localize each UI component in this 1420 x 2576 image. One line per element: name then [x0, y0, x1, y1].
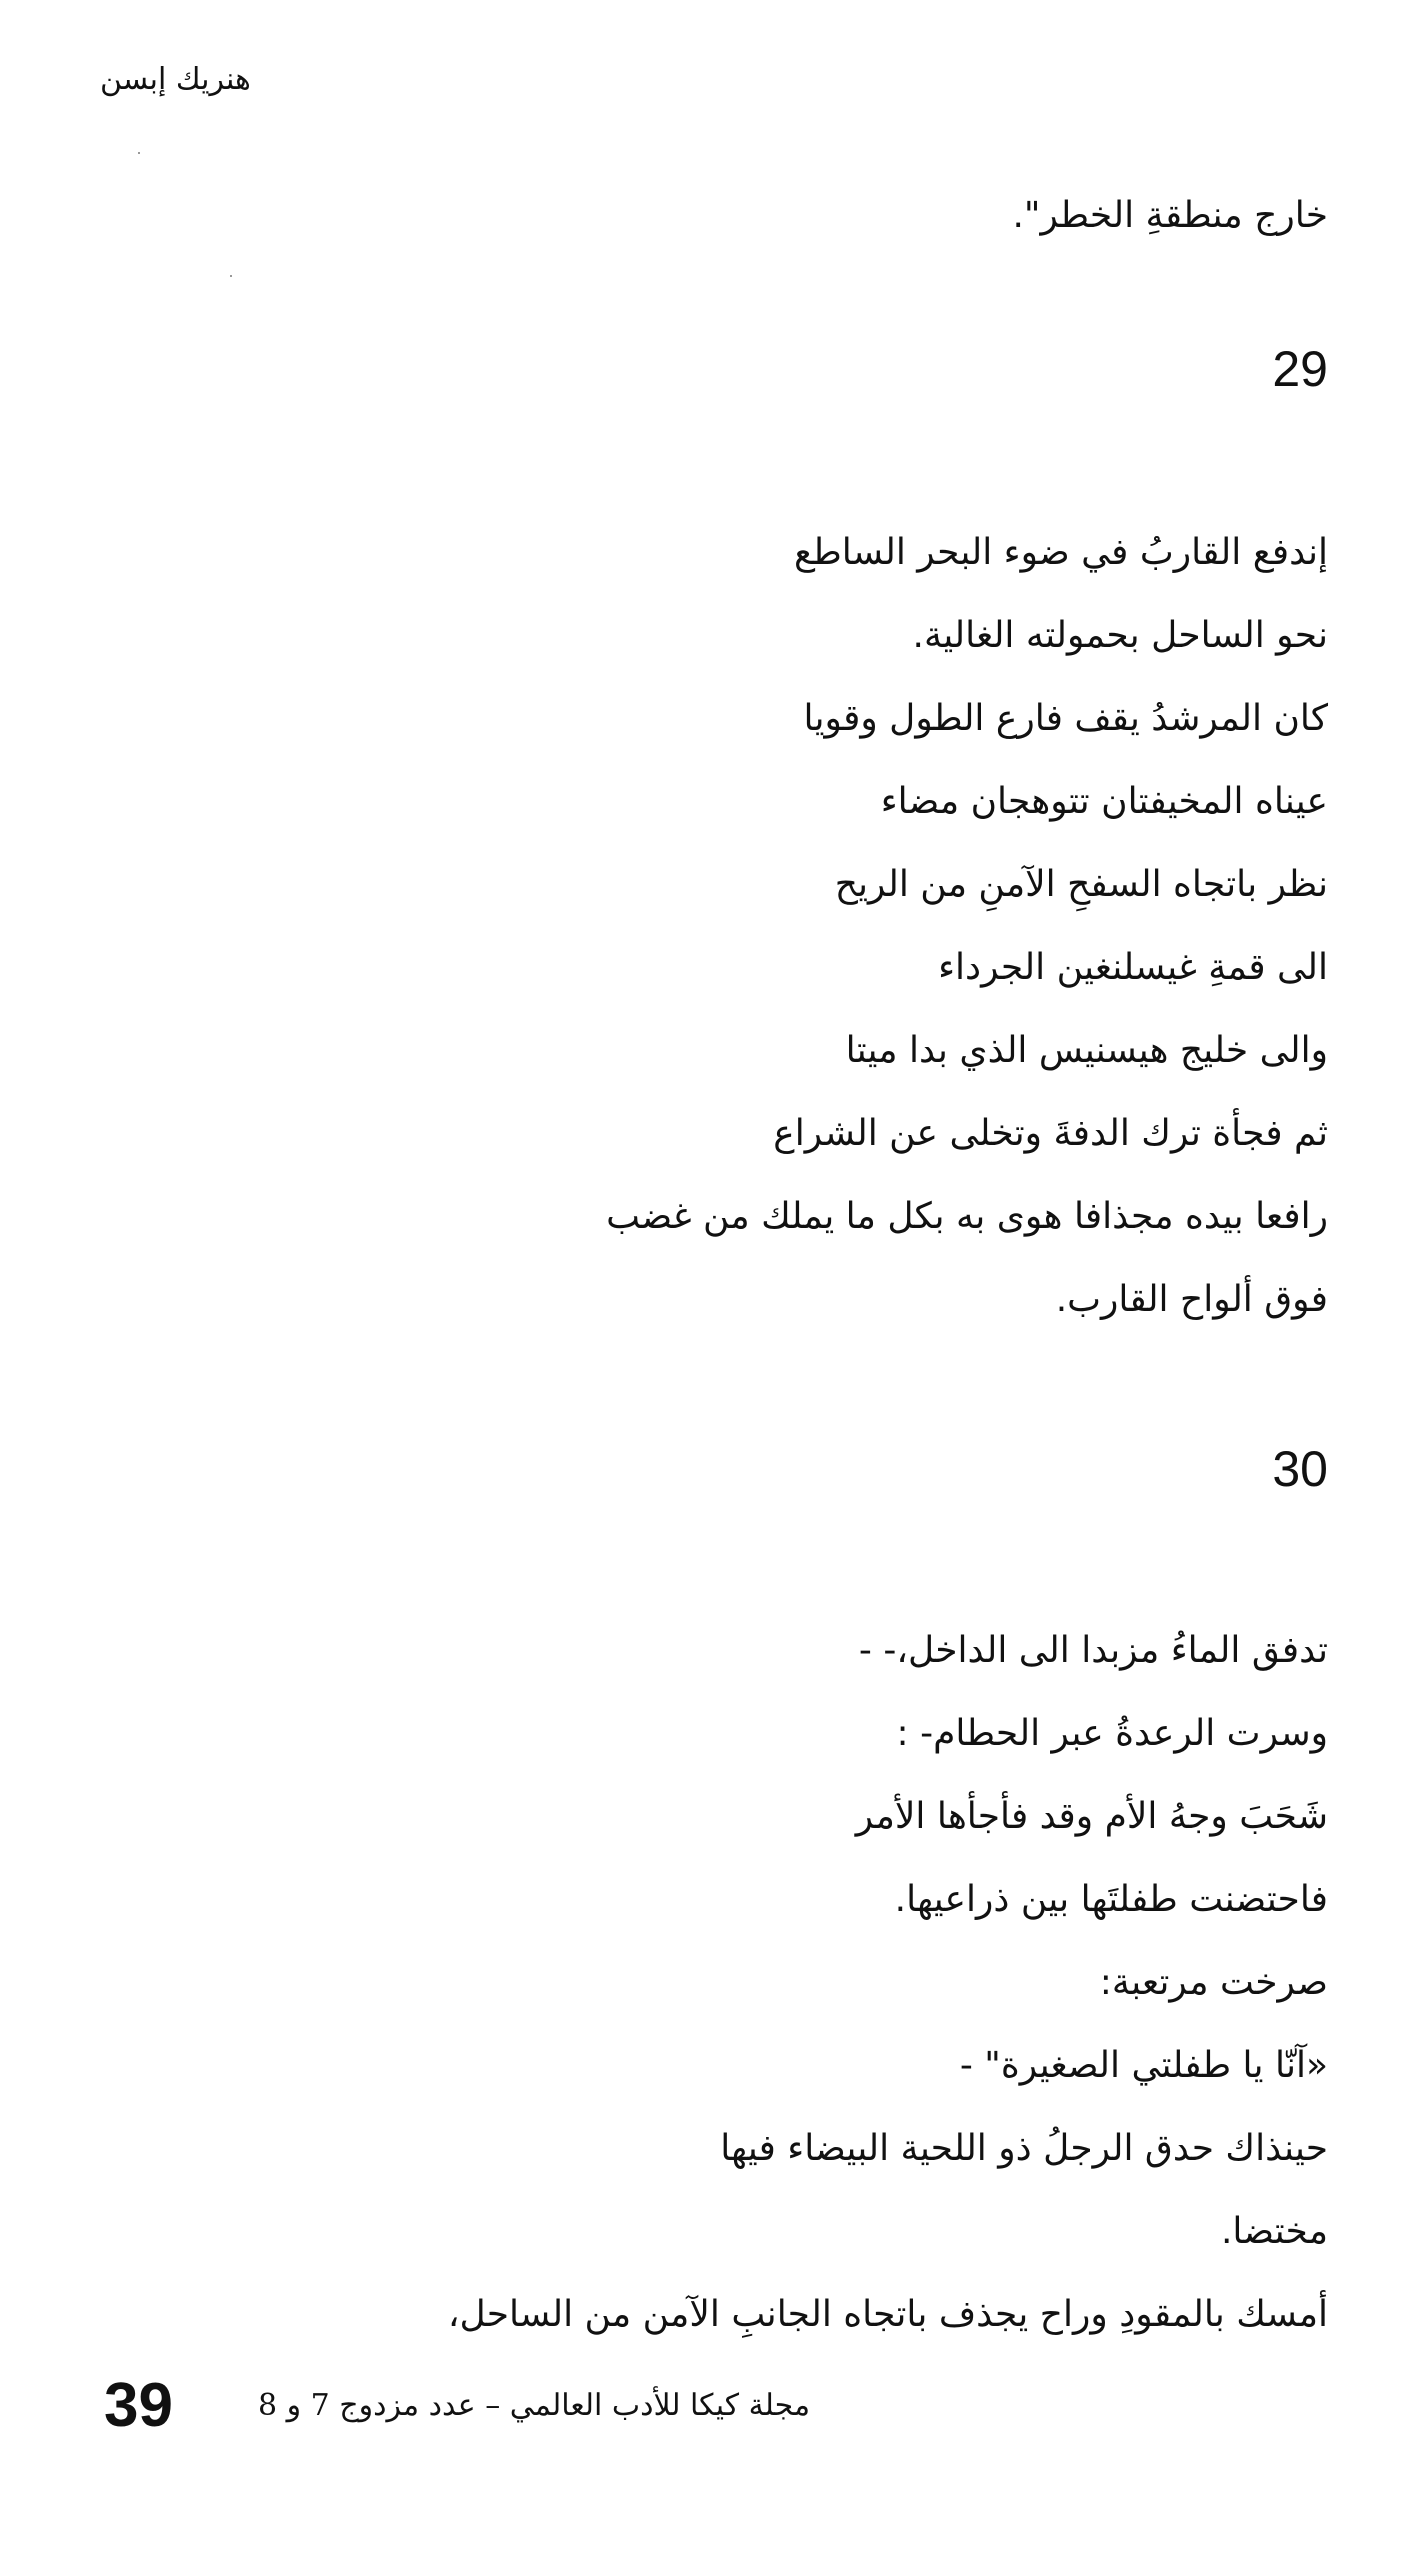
- poem-line: فوق ألواح القارب.: [1055, 1279, 1328, 1320]
- poem-line: نحو الساحل بحمولته الغالية.: [912, 615, 1328, 656]
- journal-footer: مجلة كيكا للأدب العالمي – عدد مزدوج 7 و 8: [258, 2388, 811, 2423]
- stanza-30: [448, 1609, 1328, 2356]
- poem-line: صرخت مرتعبة:: [1099, 1962, 1328, 2003]
- poem-line: شَحَبَ وجهُ الأم وقد فأجأها الأمر: [855, 1796, 1328, 1837]
- poem-line: نظر باتجاه السفحِ الآمنِ من الريح: [834, 864, 1328, 905]
- poem-line: رافعا بيده مجذافا هوى به بكل ما يملك من غضب: [606, 1196, 1328, 1237]
- poem-line: كان المرشدُ يقف فارع الطول وقويا: [803, 698, 1328, 739]
- poem-line: حينذاك حدق الرجلُ ذو اللحية البيضاء فيها: [720, 2128, 1328, 2169]
- section-number-30: 30: [1272, 1441, 1328, 1497]
- stanza-29: [606, 511, 1328, 1341]
- intro-stanza: [1012, 174, 1328, 257]
- poem-line: أمسك بالمقودِ وراح يجذف باتجاه الجانبِ الآمن من الساحل،: [447, 2294, 1328, 2335]
- poem-line: الى قمةِ غيسلنغين الجرداء: [938, 947, 1328, 988]
- poem-line: فاحتضنت طفلتَها بين ذراعيها.: [894, 1879, 1328, 1920]
- poem-line: عيناه المخيفتان تتوهجان مضاء: [880, 781, 1328, 822]
- poem-line: تدفق الماءُ مزبدا الى الداخل،- -: [858, 1630, 1328, 1671]
- poem-line: خارج منطقةِ الخطر".: [1012, 195, 1328, 236]
- page-number: 39: [104, 2371, 173, 2440]
- section-number-29: 29: [1272, 341, 1328, 397]
- poem-line: والى خليج هيسنيس الذي بدا ميتا: [845, 1030, 1328, 1071]
- poem-line: «آنّا يا طفلتي الصغيرة" -: [959, 2045, 1328, 2086]
- scan-speck: [230, 275, 232, 277]
- running-head-author: هنريك إبسن: [100, 62, 251, 97]
- poem-line: إندفع القاربُ في ضوء البحر الساطع: [793, 532, 1328, 573]
- poem-line: ثم فجأة ترك الدفةَ وتخلى عن الشراع: [773, 1113, 1328, 1154]
- poem-line: مختضا.: [1220, 2211, 1328, 2252]
- scan-speck: [138, 152, 140, 154]
- poem-line: وسرت الرعدةُ عبر الحطام- :: [896, 1713, 1328, 1754]
